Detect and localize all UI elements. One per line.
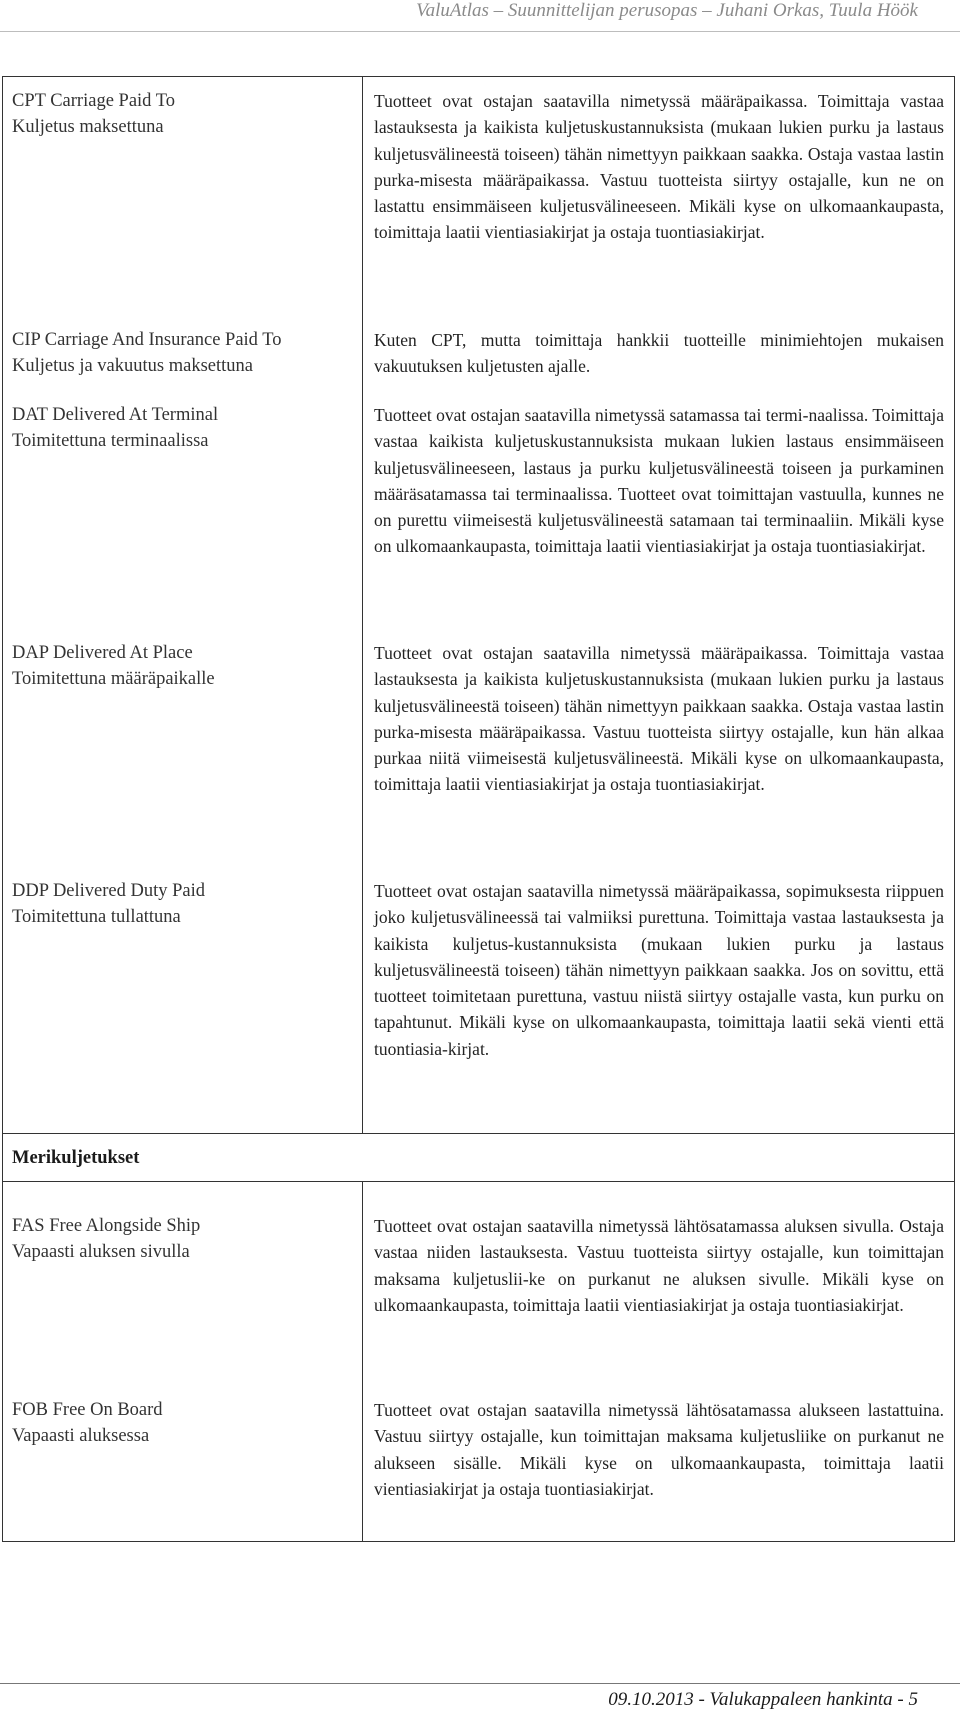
term-ddp	[12, 878, 352, 931]
term-finnish: Toimitettuna tullattuna	[12, 907, 181, 928]
description-fob: Tuotteet ovat ostajan saatavilla nimetyssä lähtösatamassa alukseen lastattuina. Vastuu siirtyy ostajalle, kun toimittajan maksama kuljetusliike on purkanut ne alukseen sisälle. Mikäli kyse on ulkomaankaupasta, toimittaja laatii vientiasiakirjat ja ostaja tuontiasiakirjat.	[374, 1400, 944, 1499]
page-footer: 09.10.2013 - Valukappaleen hankinta - 5	[608, 1689, 918, 1710]
column-divider-lower	[362, 1181, 363, 1542]
term-code: DAP Delivered At Place	[12, 643, 193, 663]
footer-rule	[0, 1683, 960, 1684]
incoterms-table	[2, 76, 955, 1542]
description-dat: Tuotteet ovat ostajan saatavilla nimetyssä satamassa tai termi-naalissa. Toimittaja vastaa kaikista kuljetuskustannuksista mukaan lukien lastaus ensimmäiseen kuljetusvälineeseen, lastaus ja purku kuljetusvälineestä toiseen ja purkaminen määräsatamassa tai terminaalissa. Tuotteet ovat toimittajan vastuulla, kunnes ne on purettu viimeisestä kuljetusvälineestä satamaan tai terminaaliin. Mikäli kyse on ulkomaankaupasta, toimittaja laatii vientiasiakirjat ja ostaja tuontiasiakirjat.	[374, 405, 944, 557]
term-cip	[12, 327, 352, 380]
description-ddp: Tuotteet ovat ostajan saatavilla nimetyssä määräpaikassa, sopimuksesta riippuen joko kuljetusvälineessä tai valmiiksi purettuna. Toimittaja vastaa lastauksesta ja kaikista kuljetus-kustannuksista (mukaan lukien purku ja lastaus kuljetusvälineestä toiseen) tähän nimettyyn paikkaan saakka. Jos on sovittu, että tuotteet toimitetaan purettuna, vastuu niistä siirtyy ostajalle vasta, kun purku on tapahtunut. Mikäli kyse on ulkomaankaupasta, toimittaja laatii sekä vienti että tuontiasia-kirjat.	[374, 881, 944, 1059]
term-fas	[12, 1213, 352, 1266]
section-top-rule	[2, 1133, 955, 1134]
section-title: Merikuljetukset	[12, 1148, 140, 1168]
term-finnish: Kuljetus ja vakuutus maksettuna	[12, 356, 253, 377]
term-fob	[12, 1397, 352, 1450]
description-dap: Tuotteet ovat ostajan saatavilla nimetyssä määräpaikassa. Toimittaja vastaa lastauksesta ja kaikista kuljetuskustannuksista (mukaan lukien purku ja lastaus kuljetusvälineestä toiseen) tähän nimettyyn paikkaan saakka. Ostaja vastaa lastin purka-misesta määräpaikassa. Vastuu tuotteista siirtyy ostajalle, kun hän alkaa purkaa niitä viimeisestä kuljetusvälineestä. Mikäli kyse on ulkomaankaupasta, toimittaja laatii vientiasiakirjat ja ostaja tuontiasiakirjat.	[374, 643, 944, 795]
term-finnish: Vapaasti aluksessa	[12, 1426, 150, 1447]
term-code: CIP Carriage And Insurance Paid To	[12, 330, 282, 350]
term-dat	[12, 402, 352, 455]
running-header: ValuAtlas – Suunnittelijan perusopas – Juhani Orkas, Tuula Höök	[416, 0, 918, 21]
term-code: DAT Delivered At Terminal	[12, 405, 219, 425]
term-code: FOB Free On Board	[12, 1400, 163, 1420]
term-code: FAS Free Alongside Ship	[12, 1216, 201, 1236]
description-cip: Kuten CPT, mutta toimittaja hankkii tuotteille minimiehtojen mukaisen vakuutuksen kuljetusten ajalle.	[374, 330, 944, 377]
description-fas: Tuotteet ovat ostajan saatavilla nimetyssä lähtösatamassa aluksen sivulla. Ostaja vastaa niiden lastauksesta. Vastuu tuotteista siirtyy ostajalle, kun toimittajan maksama kuljetuslii-ke on purkanut ne aluksen sivulle. Mikäli kyse on ulkomaankaupasta, toimittaja laatii vientiasiakirjat ja ostaja tuontiasiakirjat.	[374, 1216, 944, 1315]
term-finnish: Toimitettuna terminaalissa	[12, 431, 209, 452]
term-finnish: Vapaasti aluksen sivulla	[12, 1242, 190, 1263]
term-code: DDP Delivered Duty Paid	[12, 881, 206, 901]
term-cpt	[12, 88, 352, 141]
term-finnish: Kuljetus maksettuna	[12, 117, 164, 138]
header-rule	[0, 31, 960, 32]
term-finnish: Toimitettuna määräpaikalle	[12, 669, 215, 690]
section-bottom-rule	[2, 1181, 955, 1182]
term-dap	[12, 640, 352, 693]
description-cpt: Tuotteet ovat ostajan saatavilla nimetyssä määräpaikassa. Toimittaja vastaa lastauksesta ja kaikista kuljetuskustannuksista (mukaan lukien purku ja lastaus kuljetusvälineestä toiseen) tähän nimettyyn paikkaan saakka. Ostaja vastaa lastin purka-misesta määräpaikassa. Vastuu tuotteista siirtyy ostajalle, kun ne on lastattu ensimmäiseen kuljetusvälineeseen. Mikäli kyse on ulkomaankaupasta, toimittaja laatii vientiasiakirjat ja ostaja tuontiasiakirjat.	[374, 91, 944, 243]
term-code: CPT Carriage Paid To	[12, 91, 175, 111]
column-divider-upper	[362, 76, 363, 1133]
